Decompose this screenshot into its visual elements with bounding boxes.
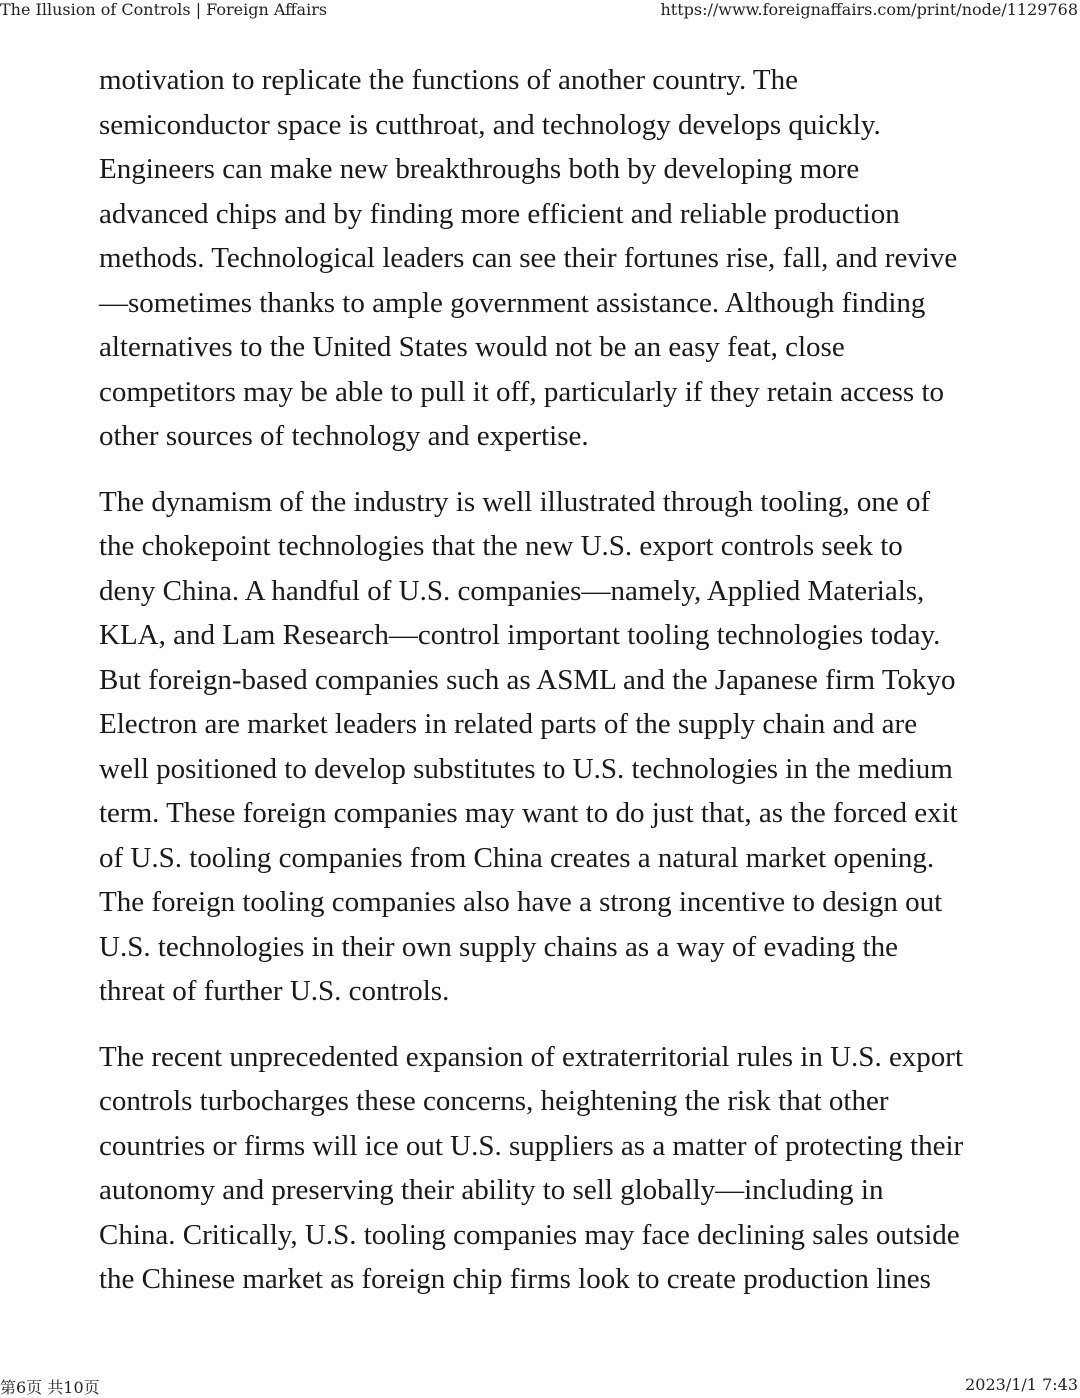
paragraph: The dynamism of the industry is well illustrated through tooling, one of the chokepoint technologies that the new U.S. export controls seek to deny China. A handful of U.S. companies—namely, Applied Materials, KLA, and Lam Research—control important tooling technologies today. But foreign-based companies such as ASML and the Japanese firm Tokyo Electron are market leaders in related parts of the supply chain and are well positioned to develop substitutes to U.S. technologies in the medium term. These foreign companies may want to do just that, as the forced exit of U.S. tooling companies from China creates a natural market opening. The foreign tooling companies also have a strong incentive to design out U.S. technologies in their own supply chains as a way of evading the threat of further U.S. controls.: [99, 485, 958, 1007]
paragraph: The recent unprecedented expansion of extraterritorial rules in U.S. export controls turbocharges these concerns, heightening the risk that other countries or firms will ice out U.S. suppliers as a matter of protecting their autonomy and preserving their ability to sell globally—including in China. Critically, U.S. tooling companies may face declining sales outside the Chinese market as foreign chip firms look to create production lines: [99, 1040, 964, 1295]
print-footer: [0, 1375, 1080, 1397]
article-body: [99, 58, 999, 1323]
page-url[interactable]: https://www.foreignaffairs.com/print/node/1129768: [660, 0, 1078, 19]
page-indicator: 第6页 共10页: [0, 1378, 100, 1397]
paragraph: motivation to replicate the functions of another country. The semiconductor space is cutthroat, and technology develops quickly. Engineers can make new breakthroughs both by developing more advanced chips and by finding more efficient and reliable production methods. Technological leaders can see their fortunes rise, fall, and revive —sometimes thanks to ample government assistance. Although finding alternatives to the United States would not be an easy feat, close competitors may be able to pull it off, particularly if they retain access to other sources of technology and expertise.: [99, 64, 958, 452]
print-datetime: 2023/1/1 7:43: [965, 1375, 1078, 1394]
page-title: The Illusion of Controls | Foreign Affairs: [0, 0, 328, 19]
print-header: [0, 0, 1080, 22]
